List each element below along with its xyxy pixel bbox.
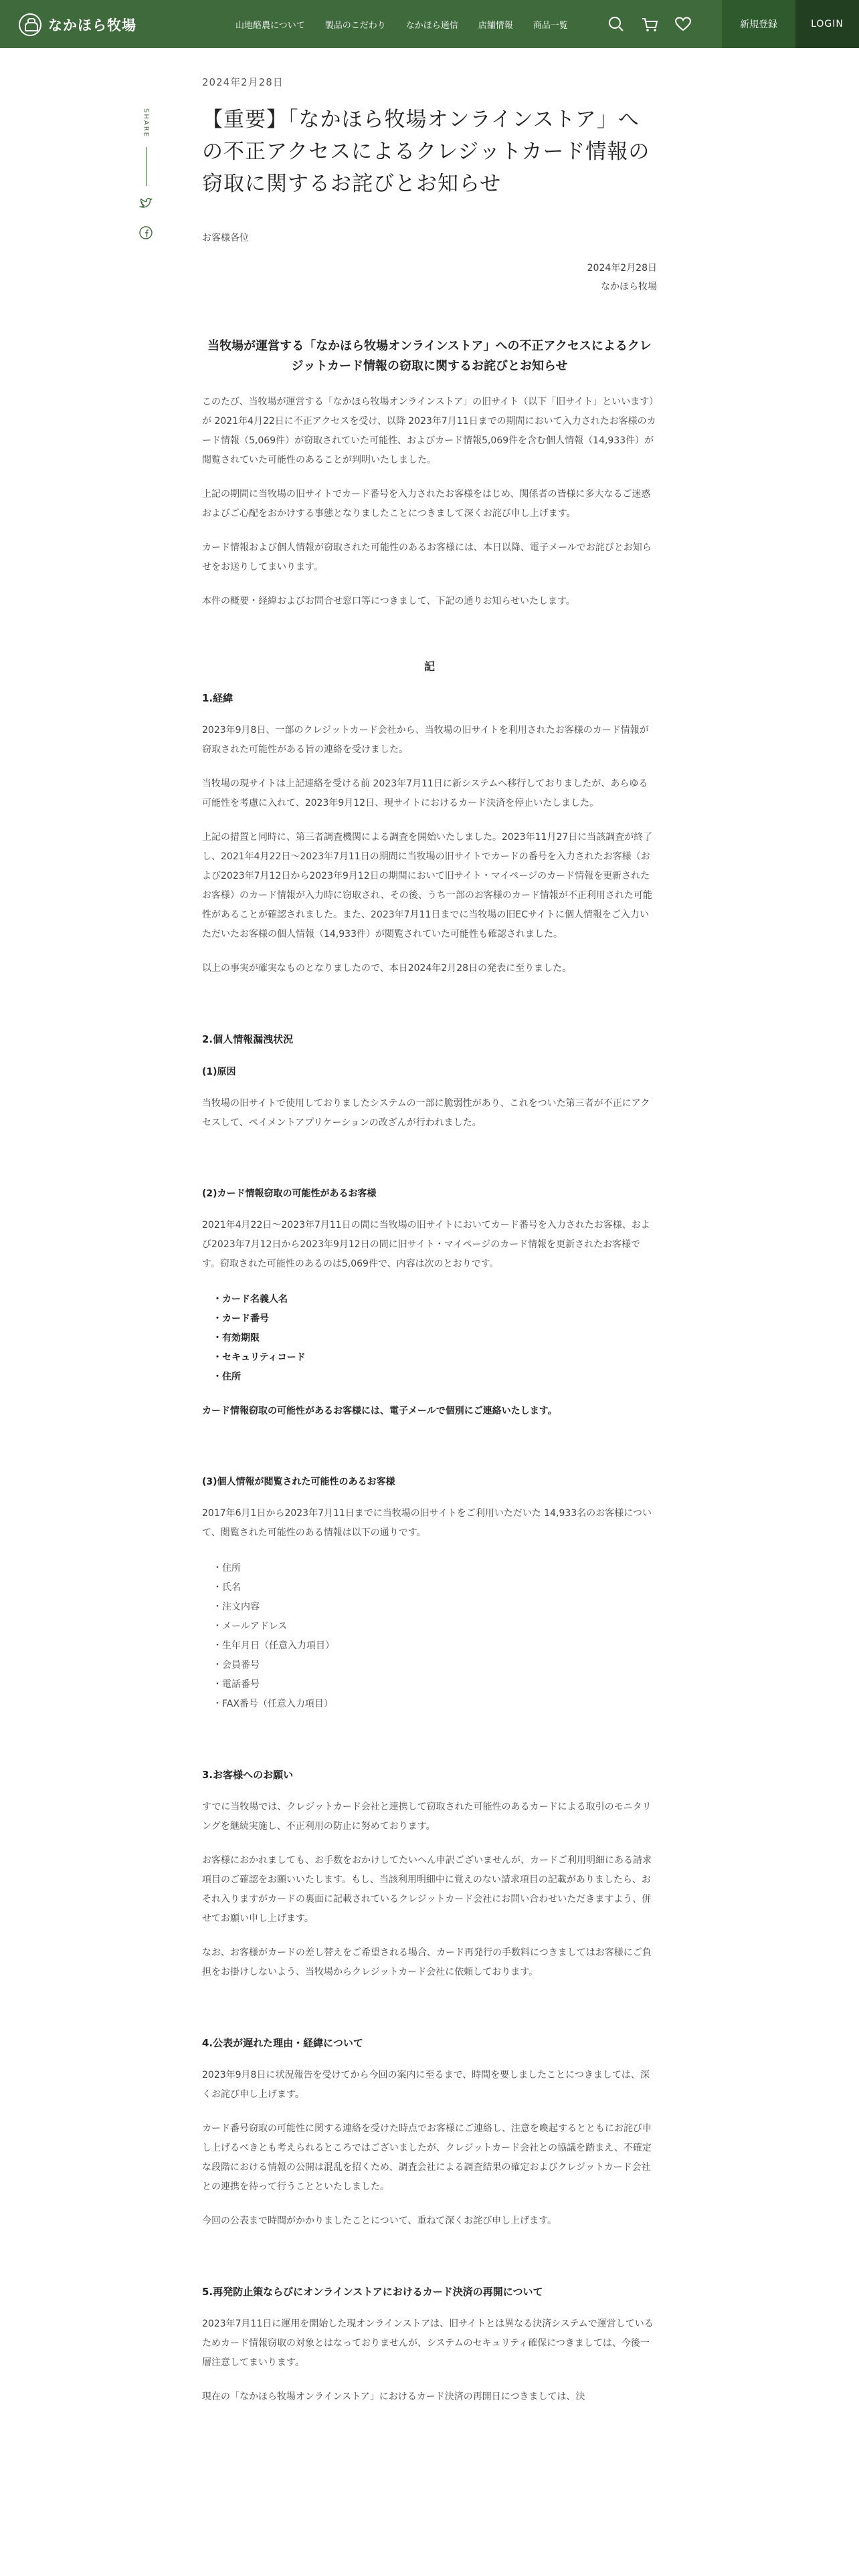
logo-text: なかほら牧場 <box>48 17 136 33</box>
section-paragraph: すでに当牧場では、クレジットカード会社と連携して窃取された可能性のあるカードによる取引のモニタリングを継続実施し、不正利用の防止に努めております。 <box>202 1802 652 1832</box>
login-button[interactable]: LOGIN <box>795 0 859 48</box>
section-paragraph: 2017年6月1日から2023年7月11日までに当牧場の旧サイトをご利用いただいた 14,933名のお客様について、閲覧された可能性のある情報は以下の通りです。 <box>202 1508 652 1538</box>
section-paragraph: カード番号窃取の可能性に関する連絡を受けた時点でお客様にご連絡し、注意を喚起するとともにお詫び申し上げるべきとも考えられるところではございましたが、クレジットカード会社との協議を踏まえ、不確定な段階における情報の公開は混乱を招くため、調査会社による調査結果の確定およびクレジットカード会社との連携を待って行うことといたしました。 <box>202 2123 652 2192</box>
list-item: ・カード番号 <box>213 1313 269 1324</box>
list-item: ・メールアドレス <box>213 1621 288 1632</box>
addressee: お客様各位 <box>202 233 249 243</box>
search-icon[interactable] <box>604 12 628 36</box>
section-paragraph: 以上の事実が確実なものとなりましたので、本日2024年2月28日の発表に至りました。 <box>202 963 572 974</box>
signature <box>202 259 657 296</box>
nav-item-news[interactable]: なかほら通信 <box>405 20 458 31</box>
article-title: 【重要】「なかほら牧場オンラインストア」への不正アクセスによるクレジットカード情報の窃取に関するお詫びとお知らせ <box>202 108 650 196</box>
section-paragraph: 当牧場の現サイトは上記連絡を受ける前 2023年7月11日に新システムへ移行しておりましたが、あらゆる可能性を考慮に入れて、2023年9月12日、現サイトにおけるカード決済を停止いたしました。 <box>202 778 648 809</box>
section-paragraph: 2021年4月22日〜2023年7月11日の間に当牧場の旧サイトにおいてカード番号を入力されたお客様、および2023年7月12日から2023年9月12日の間に旧サイト・マイページのカード情報を更新されたお客様です。窃取された可能性のあるのは5,069件で、内容は次のとおりです。 <box>202 1220 650 1269</box>
list-item: ・カード名義人名 <box>213 1294 288 1305</box>
share-divider <box>146 147 147 186</box>
list-item: ・有効期限 <box>213 1333 260 1344</box>
subheading-cause: (1)原因 <box>202 1067 236 1077</box>
list-item: ・注文内容 <box>213 1602 260 1612</box>
card-info-list <box>213 1290 657 1387</box>
section-paragraph: 上記の措置と同時に、第三者調査機関による調査を開始いたしました。2023年11月27日に当該調査が終了し、2021年4月22日〜2023年7月11日の期間に当牧場の旧サイトでカードの番号を入力されたお客様（および2023年7月12日から2023年9月12日の期間において旧サイト・マイページのカード情報を更新されたお客様）のカード情報が入力時に窃取され、その後、うち一部のお客様のカード情報が不正利用された可能性があることが確認されました。また、2023年7月11日までに当牧場の旧ECサイトに個人情報をご入力いただいたお客様の個人情報（14,933件）が閲覧されていた可能性も確認されました。 <box>202 832 653 940</box>
cow-logo-icon <box>19 13 41 36</box>
signature-name: なかほら牧場 <box>601 282 657 292</box>
ki-marker: 記 <box>423 660 435 673</box>
section-heading-background: 1.経緯 <box>202 692 233 704</box>
cart-icon[interactable] <box>638 12 662 36</box>
nav-item-products-commitment[interactable]: 製品のこだわり <box>324 20 386 31</box>
main-nav <box>235 0 588 48</box>
section-paragraph: 2023年7月11日に運用を開始した現オンラインストアは、旧サイトとは異なる決済システムで運営しているためカード情報窃取の対象とはなっておりませんが、システムのセキュリティ確保につきましては、今後一層注意してまいります。 <box>202 2319 654 2368</box>
personal-info-list <box>213 1559 657 1714</box>
section-heading-request: 3.お客様へのお願い <box>202 1769 294 1781</box>
section-heading-prevention: 5.再発防止策ならびにオンラインストアにおけるカード決済の再開について <box>202 2286 543 2298</box>
intro-paragraph: 本件の概要・経緯およびお問合せ窓口等につきまして、下記の通りお知らせいたします。 <box>202 596 575 607</box>
article-subtitle: 当牧場が運営する「なかほら牧場オンラインストア」への不正アクセスによるクレジットカード情報の窃取に関するお詫びとお知らせ <box>207 339 652 373</box>
section-paragraph: なお、お客様がカードの差し替えをご希望される場合、カード再発行の手数料につきましてはお客様にご負担をお掛けしないよう、当牧場からクレジットカード会社に依頼しております。 <box>202 1947 652 1977</box>
site-header <box>0 0 859 48</box>
share-label: SHARE <box>142 108 150 138</box>
list-item: ・電話番号 <box>213 1679 260 1690</box>
list-item: ・生年月日（任意入力項目） <box>213 1640 335 1651</box>
nav-item-product-list[interactable]: 商品一覧 <box>533 20 568 31</box>
section-heading-delay-reason: 4.公表が遅れた理由・経緯について <box>202 2037 363 2049</box>
list-item: ・氏名 <box>213 1582 241 1593</box>
header-icons <box>604 12 704 36</box>
section-paragraph: 当牧場の旧サイトで使用しておりましたシステムの一部に脆弱性があり、これをついた第三者が不正にアクセスして、ペイメントアプリケーションの改ざんが行われました。 <box>202 1098 650 1128</box>
list-item: ・セキュリティコード <box>213 1352 306 1363</box>
article-date: 2024年2月28日 <box>202 76 284 88</box>
subheading-card-theft: (2)カード情報窃取の可能性があるお客様 <box>202 1188 377 1199</box>
list-item: ・FAX番号（任意入力項目） <box>213 1699 333 1709</box>
list-item: ・住所 <box>213 1372 241 1382</box>
list-item: ・住所 <box>213 1563 241 1574</box>
section-paragraph: 2023年9月8日、一部のクレジットカード会社から、当牧場の旧サイトを利用されたお客様のカード情報が窃取された可能性がある旨の連絡を受けました。 <box>202 725 649 755</box>
share-bar <box>134 108 158 254</box>
intro-paragraph: カード情報および個人情報が窃取された可能性のあるお客様には、本日以降、電子メールでお詫びとお知らせをお送りしてまいります。 <box>202 542 652 572</box>
section-paragraph: 2023年9月8日に状況報告を受けてから今回の案内に至るまで、時間を要しましたことにつきましては、深くお詫び申し上げます。 <box>202 2070 650 2100</box>
list-item: ・会員番号 <box>213 1660 260 1671</box>
site-logo[interactable] <box>19 13 136 36</box>
subheading-personal-info: (3)個人情報が閲覧された可能性のあるお客様 <box>202 1477 395 1487</box>
card-note: カード情報窃取の可能性があるお客様には、電子メールで個別にご連絡いたします。 <box>202 1406 557 1416</box>
register-button[interactable]: 新規登録 <box>722 0 795 48</box>
article <box>202 75 657 2407</box>
twitter-icon[interactable] <box>138 195 154 211</box>
section-heading-leak-status: 2.個人情報漏洩状況 <box>202 1033 294 1045</box>
section-paragraph: お客様におかれましても、お手数をおかけしてたいへん申訳ございませんが、カードご利用明細にある請求項目のご確認をお願いいたします。もし、当該利用明細中に覚えのない請求項目の記載がありましたら、おそれ入りますがカードの裏面に記載されているクレジットカード会社にお問い合わせいただきますよう、併せてお願い申し上げます。 <box>202 1855 652 1924</box>
section-paragraph: 現在の「なかほら牧場オンラインストア」におけるカード決済の再開日につきましては、決 <box>202 2391 585 2402</box>
intro-paragraph: 上記の期間に当牧場の旧サイトでカード番号を入力されたお客様をはじめ、関係者の皆様に多大なるご迷惑およびご心配をおかけする事態となりましたことにつきまして深くお詫び申し上げます。 <box>202 489 651 519</box>
signature-date: 2024年2月28日 <box>587 263 657 274</box>
nav-item-stores[interactable]: 店舗情報 <box>478 20 513 31</box>
heart-icon[interactable] <box>671 12 695 36</box>
facebook-icon[interactable] <box>138 225 154 241</box>
nav-item-about[interactable]: 山地酪農について <box>235 20 305 31</box>
intro-paragraph: このたび、当牧場が運営する「なかほら牧場オンラインストア」の旧サイト（以下「旧サイト」といいます）が 2021年4月22日に不正アクセスを受け、以降 2023年7月11日までの期間において入力されたお客様のカード情報（5,069件）が窃取されていた可能性、およびカード情報5,069件を含む個人情報（14,933件）が閲覧されていた可能性のあることが判明いたしました。 <box>202 397 656 465</box>
section-paragraph: 今回の公表まで時間がかかりましたことについて、重ねて深くお詫び申し上げます。 <box>202 2216 557 2226</box>
